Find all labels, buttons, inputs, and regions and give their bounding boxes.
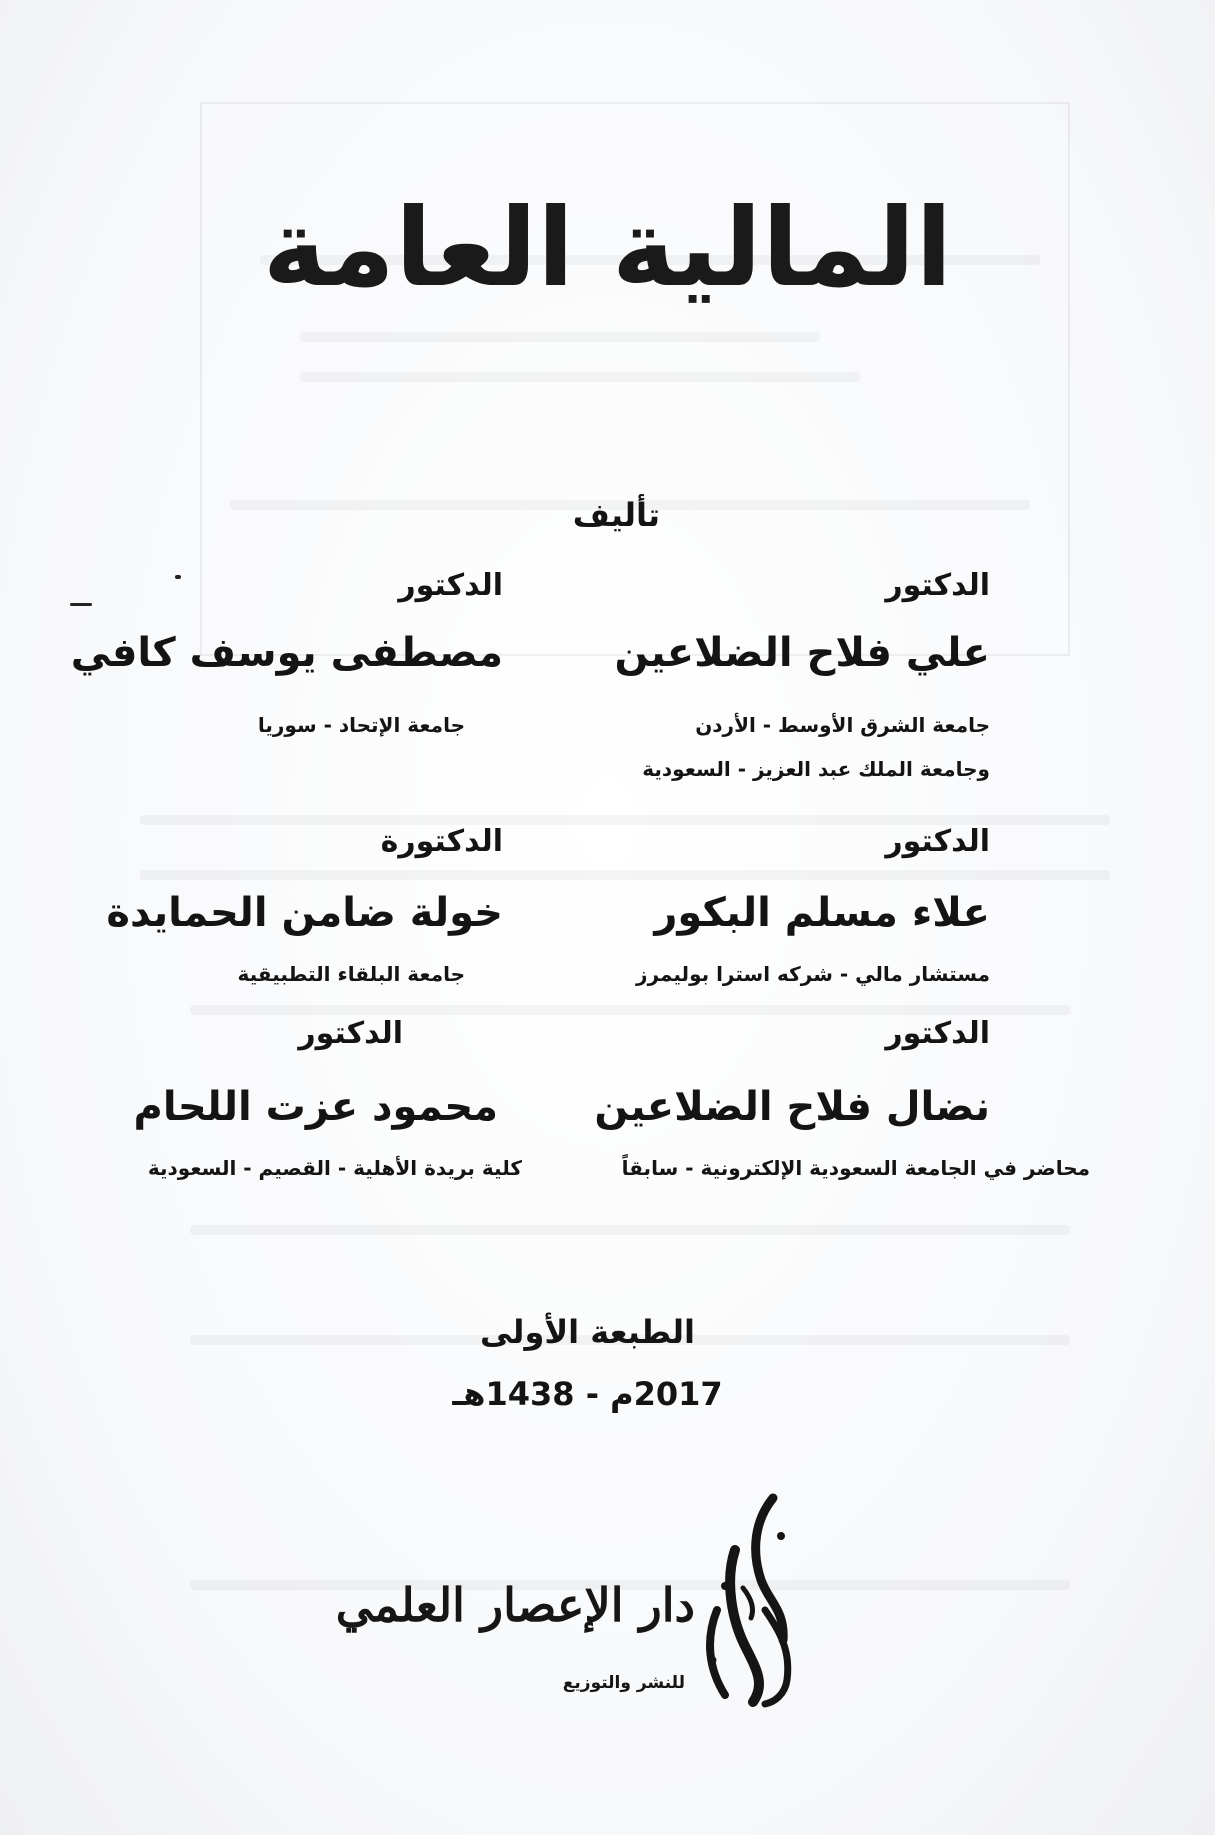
- publisher-logo: [335, 1490, 805, 1710]
- author-name: نضال فلاح الضلاعين: [594, 1084, 990, 1130]
- show-through-line: [190, 1225, 1070, 1235]
- author-name: محمود عزت اللحام: [133, 1084, 498, 1130]
- publisher-name: دار الإعصار العلمي: [335, 1578, 695, 1632]
- author-affiliation: جامعة الإتحاد - سوريا: [257, 713, 465, 737]
- author-degree: الدكتورة: [380, 824, 503, 859]
- show-through-line: [190, 1005, 1070, 1015]
- author-degree: الدكتور: [885, 824, 990, 859]
- publisher-calligraphy-icon: [695, 1490, 805, 1710]
- show-through-line: [140, 870, 1110, 880]
- author-name: علي فلاح الضلاعين: [614, 630, 990, 676]
- publication-year: 2017م - 1438هـ: [452, 1375, 723, 1413]
- author-name: علاء مسلم البكور: [654, 890, 990, 936]
- author-affiliation: مستشار مالي - شركه استرا بوليمرز: [636, 962, 990, 986]
- author-degree: الدكتور: [398, 568, 503, 603]
- show-through-line: [300, 332, 820, 342]
- speck: [70, 603, 92, 606]
- author-degree: الدكتور: [885, 1016, 990, 1051]
- publisher-subtitle: للنشر والتوزيع: [562, 1673, 685, 1693]
- edition-label: الطبعة الأولى: [480, 1313, 695, 1351]
- author-affiliation: جامعة الشرق الأوسط - الأردن: [695, 713, 990, 737]
- show-through-line: [300, 372, 860, 382]
- book-title: المالية العامة: [262, 186, 953, 311]
- author-affiliation: جامعة البلقاء التطبيقية: [237, 962, 465, 986]
- author-affiliation: وجامعة الملك عبد العزيز - السعودية: [642, 757, 990, 781]
- author-name: مصطفى يوسف كافي: [70, 630, 503, 676]
- author-degree: الدكتور: [298, 1016, 403, 1051]
- authored-by-label: تأليف: [572, 496, 660, 534]
- author-affiliation: محاضر في الجامعة السعودية الإلكترونية - سابقاً: [621, 1156, 1090, 1180]
- author-degree: الدكتور: [885, 568, 990, 603]
- author-name: خولة ضامن الحمايدة: [106, 890, 503, 936]
- author-affiliation: كلية بريدة الأهلية - القصيم - السعودية: [147, 1156, 522, 1180]
